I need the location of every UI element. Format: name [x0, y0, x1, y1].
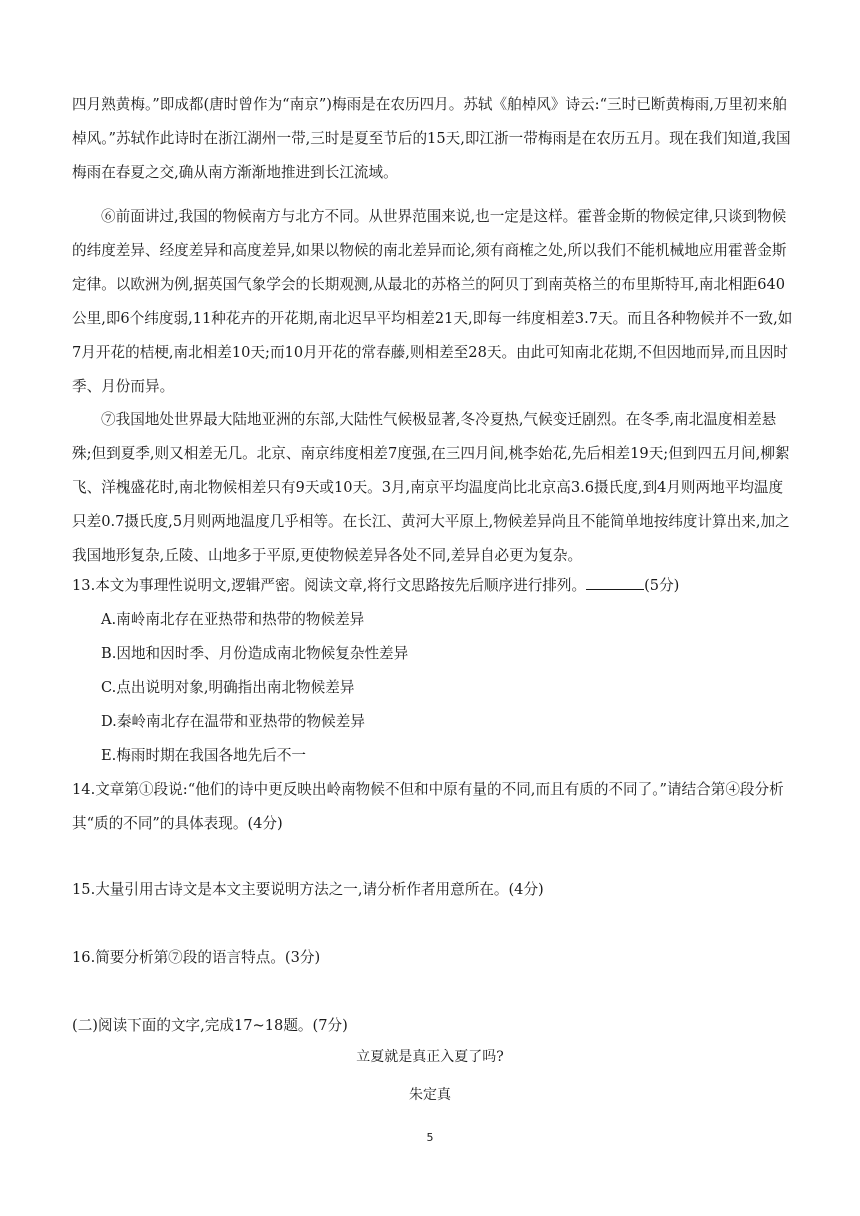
paragraph-7: ⑦我国地处世界最大陆地亚洲的东部,大陆性气候极显著,冬冷夏热,气候变迁剧烈。在冬季,南北温度相差悬殊;但到夏季,则又相差无几。北京、南京纬度相差7度强,在三四月间,桃李始花,先后相差19天;但到四五月间,柳絮飞、洋槐盛花时,南北物候相差只有9天或10天。3月,南京平均温度尚比北京高3.6摄氏度,到4月则两地平均温度只差0.7摄氏度,5月则两地温度几乎相等。在长江、黄河大平原上,物候差异尚且不能简单地按纬度计算出来,加之我国地形复杂,丘陵、山地多于平原,更使物候差异各处不同,差异自必更为复杂。: [72, 411, 790, 564]
article-title: 立夏就是真正入夏了吗?: [356, 1049, 504, 1065]
option-c: C.点出说明对象,明确指出南北物候差异: [101, 679, 355, 696]
question-15: 15.大量引用古诗文是本文主要说明方法之一,请分析作者用意所在。(4分): [72, 881, 544, 898]
section-2-heading: (二)阅读下面的文字,完成17~18题。(7分): [72, 1017, 348, 1034]
question-16: 16.简要分析第⑦段的语言特点。(3分): [72, 949, 321, 966]
answer-blank[interactable]: [586, 575, 644, 590]
question-13-score: (5分): [644, 577, 680, 594]
page-number: 5: [426, 1131, 434, 1144]
option-a: A.南岭南北存在亚热带和热带的物候差异: [101, 611, 365, 628]
paragraph-6: ⑥前面讲过,我国的物候南方与北方不同。从世界范围来说,也一定是这样。霍普金斯的物候定律,只谈到物候的纬度差异、经度差异和高度差异,如果以物候的南北差异而论,须有商榷之处,所以我们不能机械地应用霍普金斯定律。以欧洲为例,据英国气象学会的长期观测,从最北的苏格兰的阿贝丁到南英格兰的布里斯特耳,南北相距640公里,即6个纬度弱,11种花卉的开花期,南北迟早平均相差21天,即每一纬度相差3.7天。而且各种物候并不一致,如7月开花的桔梗,南北相差10天;而10月开花的常春藤,则相差至28天。由此可知南北花期,不但因地而异,而且因时季、月份而异。: [72, 208, 793, 395]
question-13-stem: 13.本文为事理性说明文,逻辑严密。阅读文章,将行文思路按先后顺序进行排列。: [72, 577, 587, 594]
article-author: 朱定真: [409, 1087, 451, 1103]
option-b: B.因地和因时季、月份造成南北物候复杂性差异: [101, 645, 409, 662]
paragraph-5-continued: 四月熟黄梅。”即成都(唐时曾作为“南京”)梅雨是在农历四月。苏轼《舶棹风》诗云:“三时已断黄梅雨,万里初来舶棹风。”苏轼作此诗时在浙江湖州一带,三时是夏至节后的15天,即江浙一带梅雨是在农历五月。现在我们知道,我国梅雨在春夏之交,确从南方渐渐地推进到长江流域。: [72, 96, 791, 181]
question-14: 14.文章第①段说:“他们的诗中更反映出岭南物候不但和中原有量的不同,而且有质的不同了。”请结合第④段分析其“质的不同”的具体表现。(4分): [72, 781, 784, 832]
option-d: D.秦岭南北存在温带和亚热带的物候差异: [101, 713, 365, 730]
question-13: [72, 569, 802, 603]
option-e: E.梅雨时期在我国各地先后不一: [101, 747, 307, 764]
